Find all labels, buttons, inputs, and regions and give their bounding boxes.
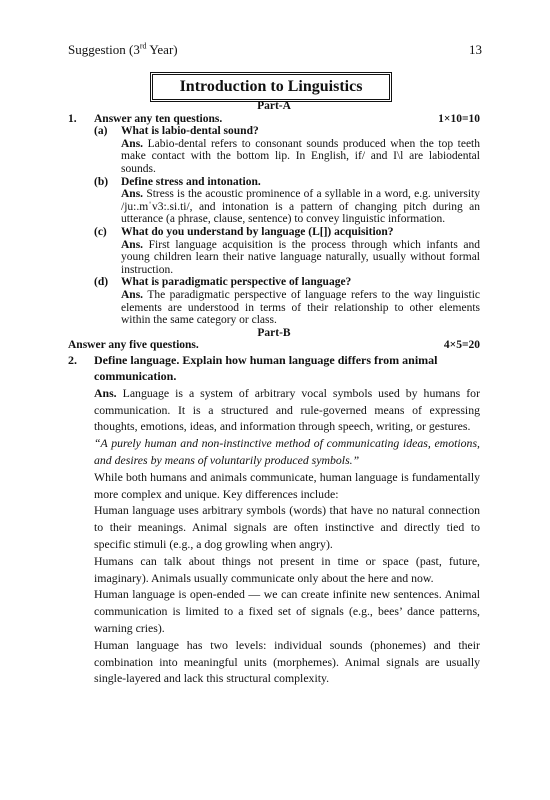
answer-paragraph [94,385,480,435]
answer-label: Ans. [121,238,144,251]
part-b-marks: 4×5=20 [443,339,480,352]
answer-text: The paradigmatic perspective of language refers to the way linguistic elements are understood in terms of their relationship to other elements within the same category or class. [121,288,480,327]
answer-label: Ans. [94,385,117,400]
answer-text: First language acquisition is the process through which infants and young children learn their native language naturally, usually without formal instruction. [121,238,480,276]
header-title-sup: rd [139,41,147,51]
answer-paragraph: While both humans and animals communicate, human language is fundamentally more complex and unique. Key differences include: [94,469,480,501]
answer [121,138,480,176]
answer-label: Ans. [121,288,144,301]
sub-question-text: What do you understand by language (L[]) acquisition? [121,225,394,238]
page-content [68,100,480,687]
sub-question-text: What is paradigmatic perspective of language? [121,276,352,289]
answer [121,188,480,226]
answer-paragraph: Humans can talk about things not present in time or space (past, future, imaginary). Animals usually communicate only about the here and now. [94,553,480,585]
chapter-title: Introduction to Linguistics [150,72,392,102]
sub-question [68,226,480,239]
question-text: Answer any ten questions. [94,112,223,125]
answer-text: Labio-dental refers to consonant sounds produced when the top teeth make contact with the bottom lip. In English, if/ and I\l are labiodental sounds. [121,137,480,175]
answer-paragraph: Human language has two levels: individual sounds (phonemes) and their combination into meaningful units (morphemes). Animal signals are usually single-layered and lack this structural complexity. [94,637,480,686]
question-1-line [68,113,480,126]
answer [121,289,480,327]
page-header [68,42,482,58]
sub-question [68,276,480,289]
answer-label: Ans. [121,188,144,201]
part-a-heading: Part-A [257,100,291,112]
question-2-line [68,352,480,385]
question-number: 2. [68,352,77,367]
sub-question-label: (b) [94,175,109,188]
answer [121,239,480,277]
header-title-suffix: Year) [146,42,178,57]
answer-paragraph: Human language uses arbitrary symbols (words) that have no natural connection to their meanings. Animal signals are often instinctive and directly tied to specific stimuli (e.g., a dog growling when angry). [94,503,480,552]
definition-quote: “A purely human and non-instinctive method of communicating ideas, emotions, and desires by means of voluntarily produced symbols.” [94,436,480,468]
header-book-title [68,42,178,58]
answer-label: Ans. [121,137,144,150]
part-b-instruction: Answer any five questions. [68,339,199,352]
question-marks: 1×10=10 [438,112,480,125]
paragraph-text: Language is a system of arbitrary vocal symbols used by humans for communication. It is a structured and rule-governed means of expressing thoughts, emotions, ideas, and information through speech, writing, or gestures. [94,385,480,434]
sub-question-text: What is labio-dental sound? [121,125,259,138]
answer-paragraph: Human language is open-ended — we can create infinite new sentences. Animal communication is limited to a fixed set of signals (e.g., bees’ dance patterns, warning cries). [94,587,480,636]
sub-question-label: (d) [94,276,109,289]
part-b-instruction-line [68,339,480,352]
sub-question [68,176,480,189]
sub-question [68,125,480,138]
header-title-prefix: Suggestion (3 [68,42,140,57]
question-number: 1. [68,112,77,125]
answer-text: Stress is the acoustic prominence of a syllable in a word, e.g. university /ju:.mˈv3:.si.ti/, and intonation is a pattern of changing pitch during an utterance (a phrase, clause, sentence) to convey linguistic information. [121,188,480,226]
question-text: Define language. Explain how human language differs from animal communication. [94,352,438,384]
sub-question-label: (c) [94,225,107,238]
sub-question-label: (a) [94,125,108,138]
sub-question-text: Define stress and intonation. [121,175,261,188]
part-b-heading: Part-B [257,326,291,339]
question-2-answer [94,385,480,687]
page-number: 13 [469,42,482,57]
